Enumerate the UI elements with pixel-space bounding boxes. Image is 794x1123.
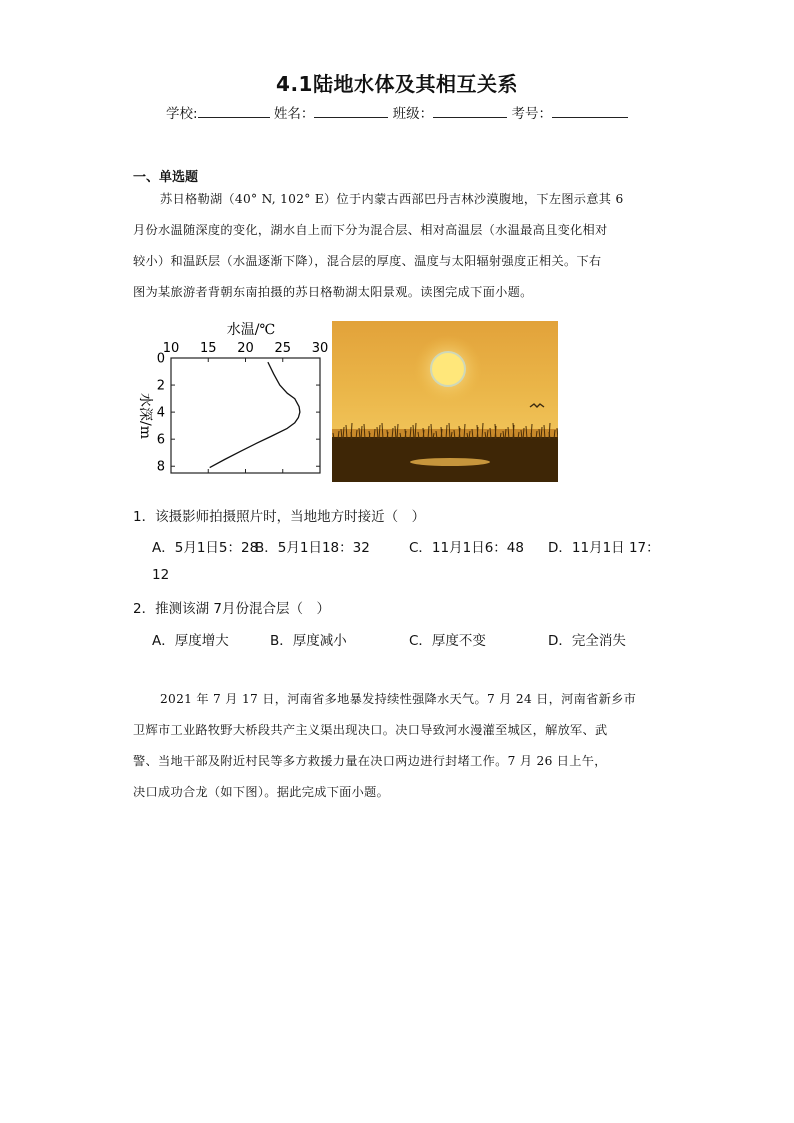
class-field[interactable] — [433, 103, 507, 118]
sun — [431, 352, 465, 386]
exam-number-field[interactable] — [552, 103, 628, 118]
intro-line: 图为某旅游者背朝东南拍摄的苏日格勒湖太阳景观。读图完成下面小题。 — [133, 285, 533, 299]
plot-frame — [171, 358, 320, 473]
passage-2 — [133, 684, 663, 808]
x-tick-label: 10 — [162, 341, 180, 356]
intro-paragraph — [133, 184, 663, 308]
intro-line: 月份水温随深度的变化，湖水自上而下分为混合层、相对高温层（水温最高且变化相对 — [133, 223, 608, 237]
school-field[interactable] — [198, 103, 270, 118]
photo-svg — [332, 321, 558, 482]
name-field[interactable] — [314, 103, 388, 118]
question-1-option-d-continuation: 12 — [152, 567, 170, 583]
water-temperature-chart — [128, 318, 333, 487]
intro-line: 苏日格勒湖（40° N, 102° E）位于内蒙古西部巴丹吉林沙漠腹地，下左图示意其 6 — [160, 192, 624, 206]
y-tick-label: 4 — [156, 405, 165, 421]
chart-svg — [128, 318, 333, 483]
passage-line: 决口成功合龙（如下图）。据此完成下面小题。 — [133, 785, 390, 799]
y-tick-label: 6 — [156, 432, 165, 448]
question-1-option-a[interactable]: A．5月1日5：28 — [152, 540, 259, 556]
question-2-option-c[interactable]: C．厚度不变 — [409, 633, 486, 649]
school-label: 学校: — [166, 106, 198, 122]
passage-line: 2021 年 7 月 17 日，河南省多地暴发持续性强降水天气。7 月 24 日，河南省新乡市 — [160, 692, 637, 706]
water-reflection — [410, 458, 490, 466]
section-title: 一、单选题 — [133, 170, 199, 185]
question-1-option-b[interactable]: B．5月1日18：32 — [255, 540, 370, 556]
class-label: 班级： — [392, 106, 434, 122]
name-label: 姓名： — [273, 106, 315, 122]
question-2-option-a[interactable]: A．厚度增大 — [152, 633, 229, 649]
chart-title: 水温/℃ — [226, 322, 276, 338]
question-1-option-c[interactable]: C．11月1日6：48 — [409, 540, 524, 556]
x-tick-label: 20 — [237, 341, 254, 356]
lake-sunset-photo — [332, 321, 558, 482]
y-tick-label: 2 — [156, 378, 165, 394]
question-1-option-d[interactable]: D．11月1日 17： — [548, 540, 660, 556]
exam-number-label: 考号： — [511, 106, 552, 122]
question-2-option-d[interactable]: D．完全消失 — [548, 633, 626, 649]
x-tick-label: 15 — [199, 341, 217, 356]
x-tick-label: 30 — [311, 341, 329, 356]
y-axis-label: 水深/m — [137, 393, 153, 439]
y-tick-label: 0 — [156, 351, 165, 367]
temperature-profile-line — [210, 362, 300, 468]
question-2-option-b[interactable]: B．厚度减小 — [270, 633, 347, 649]
intro-line: 较小）和温跃层（水温逐渐下降），混合层的厚度、温度与太阳辐射强度正相关。下右 — [133, 254, 602, 268]
question-1-stem: 1．该摄影师拍摄照片时，当地地方时接近（ ） — [133, 509, 426, 525]
passage-line: 卫辉市工业路牧野大桥段共产主义渠出现决口。决口导致河水漫灌至城区，解放军、武 — [133, 723, 608, 737]
x-tick-label: 25 — [274, 341, 292, 356]
y-tick-label: 8 — [156, 459, 165, 475]
page-title: 4.1陆地水体及其相互关系 — [276, 72, 518, 96]
student-info-row — [0, 102, 794, 122]
question-2-stem: 2．推测该湖 7月份混合层（ ） — [133, 601, 330, 617]
passage-line: 警、当地干部及附近村民等多方救援力量在决口两边进行封堵工作。7 月 26 日上午， — [133, 754, 607, 768]
